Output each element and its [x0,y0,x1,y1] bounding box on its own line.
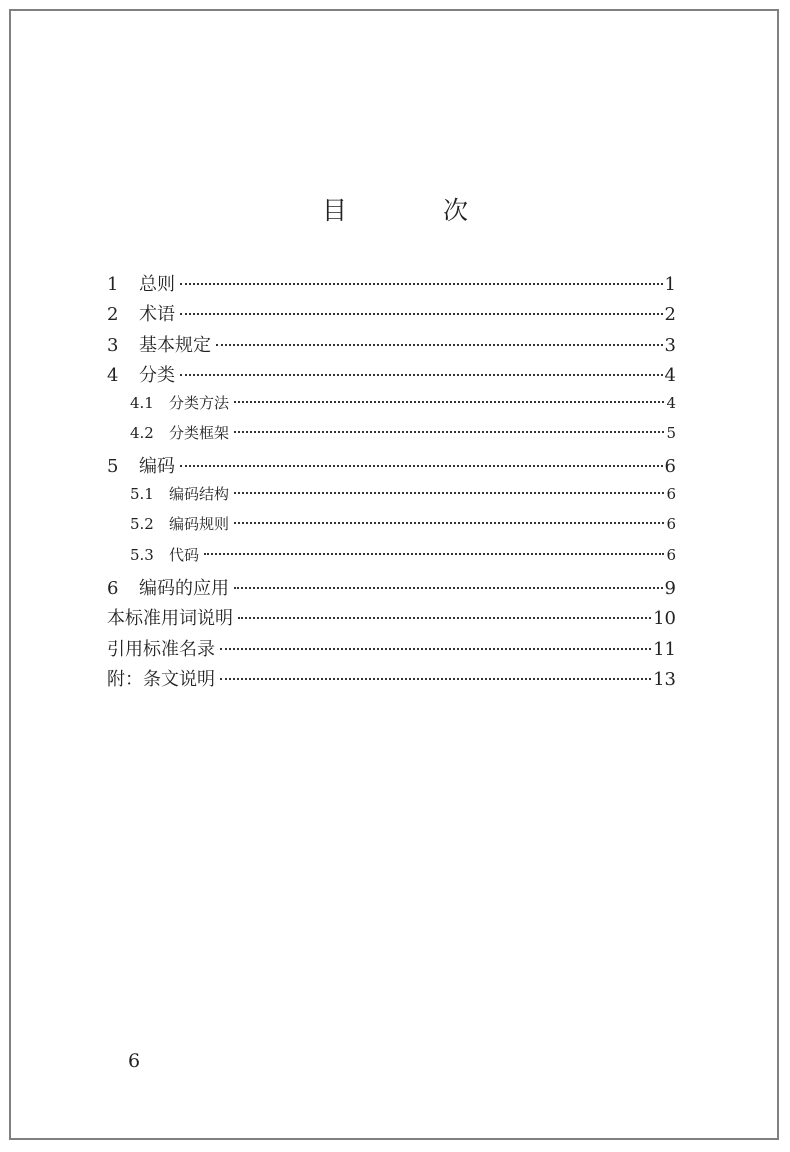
entry-label: 附：条文说明 [107,669,215,691]
entry-label: 基本规定 [139,334,211,356]
dot-leader [180,313,663,315]
toc-entry [107,270,676,300]
toc-entry [107,452,676,482]
entry-number: 5.2 [130,515,154,534]
entry-page: 4 [664,365,676,387]
entry-number: 5.1 [130,484,154,503]
dot-leader [180,283,663,285]
dot-leader [220,648,651,650]
entry-number: 4.2 [130,423,154,442]
toc-entry-unnumbered [107,635,676,665]
entry-label: 代码 [169,545,200,564]
dot-leader [220,678,651,680]
entry-number: 2 [107,304,119,326]
toc-title: 目 次 [322,196,512,225]
dot-leader [234,522,664,524]
page-number: 6 [128,1050,141,1072]
entry-number: 4 [107,365,119,387]
entry-page: 13 [653,669,676,691]
dot-leader [216,344,663,346]
entry-label: 编码的应用 [139,577,229,599]
entry-label: 编码规则 [169,515,230,534]
entry-label: 分类方法 [169,393,230,412]
dot-leader [180,465,663,467]
entry-label: 引用标准名录 [107,638,215,660]
toc-subentry [107,422,676,452]
dot-leader [238,617,651,619]
entry-label: 编码 [139,456,175,478]
toc-subentry [107,392,676,422]
entry-page: 6 [666,545,676,564]
dot-leader [180,374,663,376]
entry-page: 3 [664,334,676,356]
entry-page: 5 [666,423,676,442]
dot-leader [234,492,664,494]
entry-page: 6 [664,456,676,478]
dot-leader [234,431,664,433]
toc-subentry [107,513,676,543]
toc-subentry [107,544,676,574]
entry-number: 4.1 [130,393,154,412]
entry-number: 6 [107,577,119,599]
entry-page: 9 [664,577,676,599]
toc-entry-unnumbered [107,665,676,695]
entry-label: 分类 [139,365,175,387]
entry-page: 10 [653,608,676,630]
entry-number: 1 [107,274,119,295]
dot-leader [234,401,664,403]
entry-label: 总则 [139,274,175,295]
entry-page: 1 [664,274,676,295]
entry-number: 5.3 [130,545,154,564]
toc-entry [107,300,676,330]
entry-page: 6 [666,484,676,503]
entry-page: 2 [664,304,676,326]
entry-label: 编码结构 [169,484,230,503]
toc-entry-unnumbered [107,604,676,634]
entry-number: 5 [107,456,119,478]
entry-page: 6 [666,515,676,534]
entry-label: 分类框架 [169,423,230,442]
entry-label: 术语 [139,304,175,326]
dot-leader [204,553,664,555]
toc-entry [107,331,676,361]
entry-number: 3 [107,334,119,356]
entry-page: 11 [653,638,676,660]
entry-label: 本标准用词说明 [107,608,233,630]
entry-page: 4 [666,393,676,412]
dot-leader [234,587,663,589]
table-of-contents [107,270,676,695]
toc-entry [107,361,676,391]
toc-subentry [107,483,676,513]
toc-entry [107,574,676,604]
